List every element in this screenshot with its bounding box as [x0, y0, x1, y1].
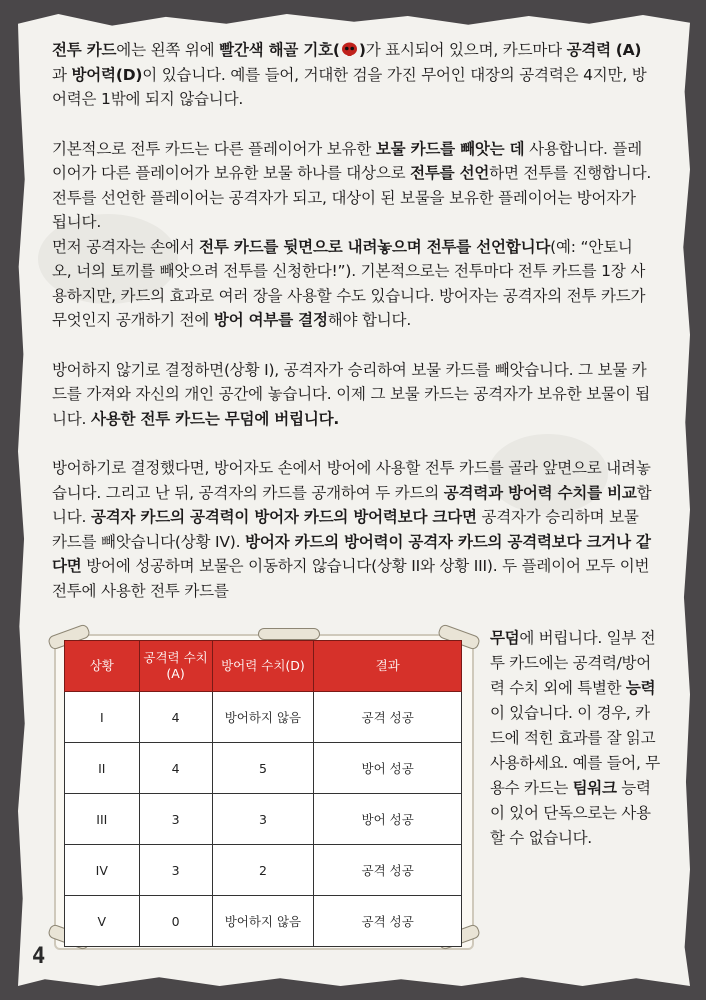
text-span: 에 버립니다. 일부 전투 카드에는 공격력/방어력 수치 외에 특별한 — [490, 629, 656, 697]
table-cell: V — [65, 896, 140, 947]
bold-text: 팀워크 — [572, 779, 617, 797]
table-row — [65, 692, 462, 743]
table-cell: 공격 성공 — [314, 845, 462, 896]
table-cell: 3 — [212, 794, 314, 845]
table-row — [65, 896, 462, 947]
table-row — [65, 845, 462, 896]
header-defense: 방어력 수치(D) — [212, 641, 314, 692]
header-attack: 공격력 수치(A) — [139, 641, 212, 692]
table-cell: 3 — [139, 794, 212, 845]
bold-text: 무덤 — [490, 629, 520, 647]
text-span: 능력이 있어 단독으로는 사용할 수 없습니다. — [490, 779, 651, 847]
header-result: 결과 — [314, 641, 462, 692]
table-row — [65, 794, 462, 845]
text-span: (예: “안토니오, 너의 토끼를 빼앗으려 전투를 신청한다!”). 기본적으로는 전투마다 전투 카드를 1장 사용하지만, 카드의 효과로 여러 장을 사용할 수도 있습니다. 방어자는 공격자의 전투 카드가 무엇인지 공개하기 전에 — [52, 237, 646, 329]
side-paragraph — [490, 626, 660, 851]
bold-text: 전투 카드 — [52, 41, 117, 59]
text-span: 가 표시되어 있으며, 카드마다 — [365, 41, 567, 59]
combat-table-scroll — [48, 630, 478, 950]
paragraph-combat-cards — [52, 38, 652, 112]
bold-text: 보물 카드를 빼앗는 데 — [375, 139, 525, 158]
text-span: 과 — [52, 65, 72, 84]
text-span: 해야 합니다. — [327, 311, 412, 329]
text-span: 이 있습니다. 이 경우, 카드에 적힌 효과를 잘 읽고 사용하세요. 예를 들어, 무용수 카드는 — [490, 704, 660, 797]
bold-text: 공격력 — [566, 41, 611, 59]
table-cell: 방어 성공 — [314, 794, 462, 845]
combat-results-table — [64, 640, 462, 947]
header-situation: 상황 — [65, 641, 140, 692]
table-cell: I — [65, 692, 140, 743]
text-span: 방어하기로 결정했다면, 방어자도 손에서 방어에 사용할 전투 카드를 골라 앞면으로 내려놓습니다. 그리고 난 뒤, 공격자의 카드를 공개하여 두 카드의 — [52, 459, 651, 502]
bold-text: ) — [358, 41, 366, 59]
bold-text: 전투 카드를 뒷면으로 내려놓으며 전투를 선언합니다 — [199, 237, 551, 256]
text-span: 방어에 성공하며 보물은 이동하지 않습니다(상황 II와 상황 III). 두 플레이어 모두 이번 전투에 사용한 전투 카드를 — [52, 557, 650, 600]
paragraph-defense — [52, 456, 652, 603]
text-span: 사용합니다. 플레이어가 다른 플레이어가 보유한 보물 하나를 대상으로 — [52, 139, 642, 182]
text-span: 하면 전투를 진행합니다. 전투를 선언한 플레이어는 공격자가 되고, 대상이 된 보물을 보유한 플레이어는 방어자가 됩니다. — [52, 164, 652, 231]
bold-text: 방어자 카드의 방어력이 공격자 카드의 공격력보다 크거나 같다면 — [52, 532, 651, 575]
table-cell: 5 — [212, 743, 314, 794]
text-span: 에는 왼쪽 위에 — [116, 41, 220, 59]
paragraph-no-defense — [52, 358, 652, 432]
bold-text: 방어 여부를 결정 — [213, 311, 328, 329]
text-span: 방어하지 않기로 결정하면(상황 I), 공격자가 승리하여 보물 카드를 빼앗습니다. 그 보물 카드를 가져와 자신의 개인 공간에 놓습니다. 이제 그 보물 카드는 공격자가 보유한 보물이 됩니다. — [52, 360, 651, 428]
bold-text: 공격자 카드의 공격력이 방어자 카드의 방어력보다 크다면 — [91, 508, 477, 526]
bold-text: 전투를 선언 — [410, 164, 490, 182]
table-cell: 3 — [139, 845, 212, 896]
table-cell: III — [65, 794, 140, 845]
text-span: 합니다. — [52, 483, 652, 526]
text-span: 먼저 공격자는 손에서 — [52, 237, 200, 256]
text-span: 이 있습니다. 예를 들어, 거대한 검을 가진 무어인 대장의 공격력은 4지만, 방어력은 1밖에 되지 않습니다. — [52, 65, 647, 108]
table-cell: 방어하지 않음 — [212, 692, 314, 743]
table-header-row — [65, 641, 462, 692]
table-cell: 공격 성공 — [314, 896, 462, 947]
table-cell: 방어 성공 — [314, 743, 462, 794]
bold-text: 능력 — [625, 679, 656, 697]
table-cell: 공격 성공 — [314, 692, 462, 743]
table-cell: 방어하지 않음 — [212, 896, 314, 947]
red-skull-icon — [341, 40, 358, 55]
table-cell: 0 — [139, 896, 212, 947]
table-cell: 4 — [139, 692, 212, 743]
bold-text: 사용한 전투 카드는 무덤에 버립니다. — [91, 409, 340, 428]
bold-text: (A) — [615, 41, 642, 59]
table-cell: 4 — [139, 743, 212, 794]
body-text — [52, 38, 652, 603]
bone-decoration — [258, 628, 320, 640]
table-row — [65, 743, 462, 794]
text-span: 공격자가 승리하며 보물 카드를 빼앗습니다(상황 IV). — [52, 508, 639, 551]
table-cell: 2 — [212, 845, 314, 896]
bold-text: 방어력(D) — [71, 65, 143, 84]
page-number: 4 — [32, 944, 46, 969]
bold-text: 빨간색 해골 기호( — [219, 41, 340, 59]
paragraph-declare-combat — [52, 137, 652, 333]
table-cell: II — [65, 743, 140, 794]
text-span: 기본적으로 전투 카드는 다른 플레이어가 보유한 — [52, 139, 376, 158]
table-cell: IV — [65, 845, 140, 896]
bold-text: 공격력과 방어력 수치를 비교 — [443, 483, 637, 502]
